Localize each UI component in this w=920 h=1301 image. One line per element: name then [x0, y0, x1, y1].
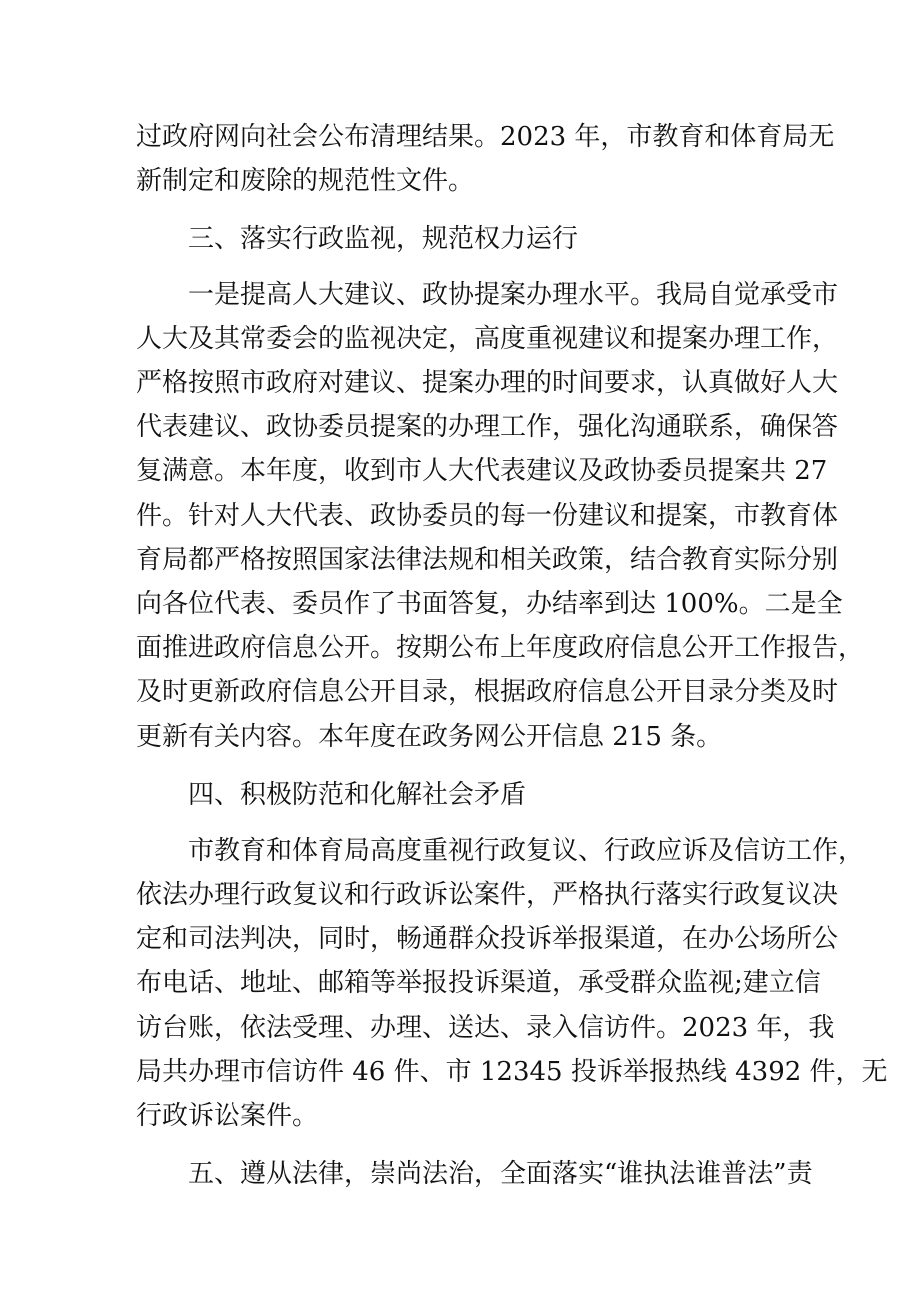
text-line: 人大及其常委会的监视决定，高度重视建议和提案办理工作， — [136, 324, 839, 354]
text-line: 复满意。本年度，收到市人大代表建议及政协委员提案共 27 — [136, 456, 828, 486]
text-line: 面推进政府信息公开。按期公布上年度政府信息公开工作报告， — [136, 633, 865, 663]
text-line: 严格按照市政府对建议、提案办理的时间要求，认真做好人大 — [136, 368, 839, 398]
text-line: 行政诉讼案件。 — [136, 1101, 319, 1131]
section-heading-5: 五、遵从法律，崇尚法治，全面落实“谁执法谁普法”责 — [188, 1159, 813, 1189]
text-line: 定和司法判决，同时，畅通群众投诉举报渠道，在办公场所公 — [136, 924, 839, 954]
text-line: 更新有关内容。本年度在政务网公开信息 215 条。 — [136, 722, 723, 752]
text-line: 一是提高人大建议、政协提案办理水平。我局自觉承受市 — [188, 280, 839, 310]
document-page — [136, 0, 888, 1301]
text-line: 新制定和废除的规范性文件。 — [136, 166, 475, 196]
text-line: 局共办理市信访件 46 件、市 12345 投诉举报热线 4392 件，无 — [136, 1057, 888, 1087]
text-line: 布电话、地址、邮箱等举报投诉渠道，承受群众监视;建立信 — [136, 968, 821, 998]
text-line: 市教育和体育局高度重视行政复议、行政应诉及信访工作， — [188, 836, 865, 866]
text-line: 育局都严格按照国家法律法规和相关政策，结合教育实际分别 — [136, 545, 839, 575]
text-line: 件。针对人大代表、政协委员的每一份建议和提案，市教育体 — [136, 501, 839, 531]
section-heading-3: 三、落实行政监视，规范权力运行 — [188, 224, 579, 254]
text-line: 依法办理行政复议和行政诉讼案件，严格执行落实行政复议决 — [136, 880, 839, 910]
text-line: 过政府网向社会公布清理结果。2023 年，市教育和体育局无 — [136, 122, 835, 152]
text-line: 向各位代表、委员作了书面答复，办结率到达 100%。二是全 — [136, 589, 843, 619]
text-line: 访台账，依法受理、办理、送达、录入信访件。2023 年，我 — [136, 1013, 835, 1043]
text-line: 代表建议、政协委员提案的办理工作，强化沟通联系，确保答 — [136, 412, 839, 442]
section-heading-4: 四、积极防范和化解社会矛盾 — [188, 780, 527, 810]
text-line: 及时更新政府信息公开目录，根据政府信息公开目录分类及时 — [136, 677, 839, 707]
